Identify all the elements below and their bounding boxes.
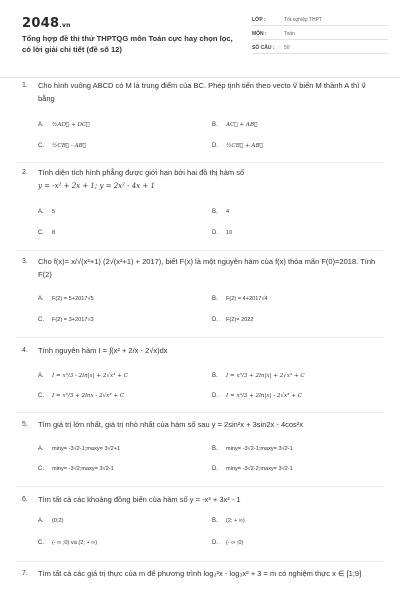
option-c[interactable]: C. I = x³/3 + 2lnx - 2√x³ + C bbox=[38, 393, 125, 399]
question-text: Tính nguyên hàm I = ∫(x² + 2/x - 2√x)dx bbox=[38, 346, 168, 355]
question-number: 1. bbox=[22, 82, 28, 89]
question-text: Tìm tất cả các khoảng đồng biến của hàm số y = -x³ + 3x² - 1 bbox=[38, 495, 241, 504]
question-text: Cho hình vuông ABCD có M là trung điểm của BC. Phép tịnh tiến theo vecto v⃗ biến M thành A thì v⃗ bằng bbox=[38, 81, 366, 103]
option-c[interactable]: C. ½CB⃗ - AB⃗ bbox=[38, 143, 87, 149]
option-c[interactable]: C. F(2) = 3+2017√3 bbox=[38, 317, 94, 323]
question-divider bbox=[16, 412, 384, 413]
option-a[interactable]: A. (0;2) bbox=[38, 518, 64, 524]
question-number: 4. bbox=[22, 347, 28, 354]
option-b[interactable]: B. AC⃗ + AB⃗ bbox=[212, 122, 258, 128]
option-d[interactable]: D. 10 bbox=[212, 230, 233, 236]
question-divider bbox=[16, 561, 384, 562]
option-b[interactable]: B. 4 bbox=[212, 209, 230, 215]
option-d[interactable]: D. miny= -3√2-2;maxy= 3√2-1 bbox=[212, 466, 293, 472]
question-formula: y = -x² + 2x + 1; y = 2x² - 4x + 1 bbox=[38, 182, 155, 190]
question-number: 5. bbox=[22, 421, 28, 428]
option-a[interactable]: A. 5 bbox=[38, 209, 56, 215]
question-divider bbox=[16, 162, 384, 163]
question-divider bbox=[16, 486, 384, 487]
option-a[interactable]: A. F(2) = 5+2017√5 bbox=[38, 296, 94, 302]
option-a[interactable]: A. miny= -3√2-1;maxy= 3√2+1 bbox=[38, 446, 121, 452]
question-text: Tính diện tích hình phẳng được giới hạn bởi hai đồ thị hàm số bbox=[38, 168, 245, 177]
meta-subject-row bbox=[252, 28, 388, 40]
question-text: Cho f(x)= x/√(x²+1) (2√(x²+1) + 2017), biết F(x) là một nguyên hàm của f(x) thỏa mãn F(0)=2018. Tính F(2) bbox=[38, 257, 376, 279]
page-header bbox=[0, 0, 400, 76]
option-b[interactable]: B. F(2) = 4+2017√4 bbox=[212, 296, 268, 302]
option-d[interactable]: D. (- ∞ ;0) bbox=[212, 540, 244, 546]
option-c[interactable]: C. miny= -3√2;maxy= 3√2-1 bbox=[38, 466, 114, 472]
question-text: Tìm tất cả các giá trị thực của m để phương trình log₃²x - log₃x² + 3 = m có nghiệm thực x ∈ [1;9] bbox=[38, 569, 362, 578]
option-b[interactable]: B. I = x³/3 + 2ln|x| + 2√x³ + C bbox=[212, 373, 305, 379]
meta-class-row bbox=[252, 14, 388, 26]
meta-label: MÔN : bbox=[252, 31, 267, 37]
option-c[interactable]: C. 8 bbox=[38, 230, 56, 236]
option-d[interactable]: D. I = x³/3 + 2ln|x| - 2√x³ + C bbox=[212, 393, 302, 399]
header-divider bbox=[0, 77, 400, 78]
meta-count-row bbox=[252, 42, 388, 54]
document-title: Tổng hợp đề thi thử THPTQG môn Toán cực hay chọn lọc, có lời giải chi tiết (đề số 12) bbox=[22, 34, 233, 54]
option-a[interactable]: A. I = x³/3 - 2ln|x| + 2√x³ + C bbox=[38, 373, 128, 379]
option-b[interactable]: B. miny= -3√2-1;maxy= 3√2-1 bbox=[212, 446, 293, 452]
question-divider bbox=[16, 337, 384, 338]
question-divider bbox=[16, 250, 384, 251]
option-c[interactable]: C. (- ∞ ;0) và (2; + ∞) bbox=[38, 540, 98, 546]
question-number: 2. bbox=[22, 169, 28, 176]
question-text: Tìm giá trị lớn nhất, giá trị nhỏ nhất của hàm số sau y = 2sin²x + 3sin2x - 4cos²x bbox=[38, 420, 304, 429]
meta-value: 50 bbox=[284, 45, 290, 51]
site-logo[interactable]: 2048.vn bbox=[22, 16, 71, 31]
question-number: 6. bbox=[22, 496, 28, 503]
meta-value: Tốt nghiệp THPT bbox=[284, 17, 322, 23]
question-number: 7. bbox=[22, 570, 28, 577]
option-d[interactable]: D. F(2)= 2022 bbox=[212, 317, 254, 323]
option-b[interactable]: B. (2; + ∞) bbox=[212, 518, 245, 524]
option-a[interactable]: A. ½AD⃗ + DC⃗ bbox=[38, 122, 90, 128]
meta-value: Toán bbox=[284, 31, 295, 37]
meta-label: LỚP : bbox=[252, 17, 266, 23]
option-d[interactable]: D. ½CB⃗ + AB⃗ bbox=[212, 143, 263, 149]
question-number: 3. bbox=[22, 258, 28, 265]
meta-label: SỐ CÂU : bbox=[252, 45, 275, 51]
